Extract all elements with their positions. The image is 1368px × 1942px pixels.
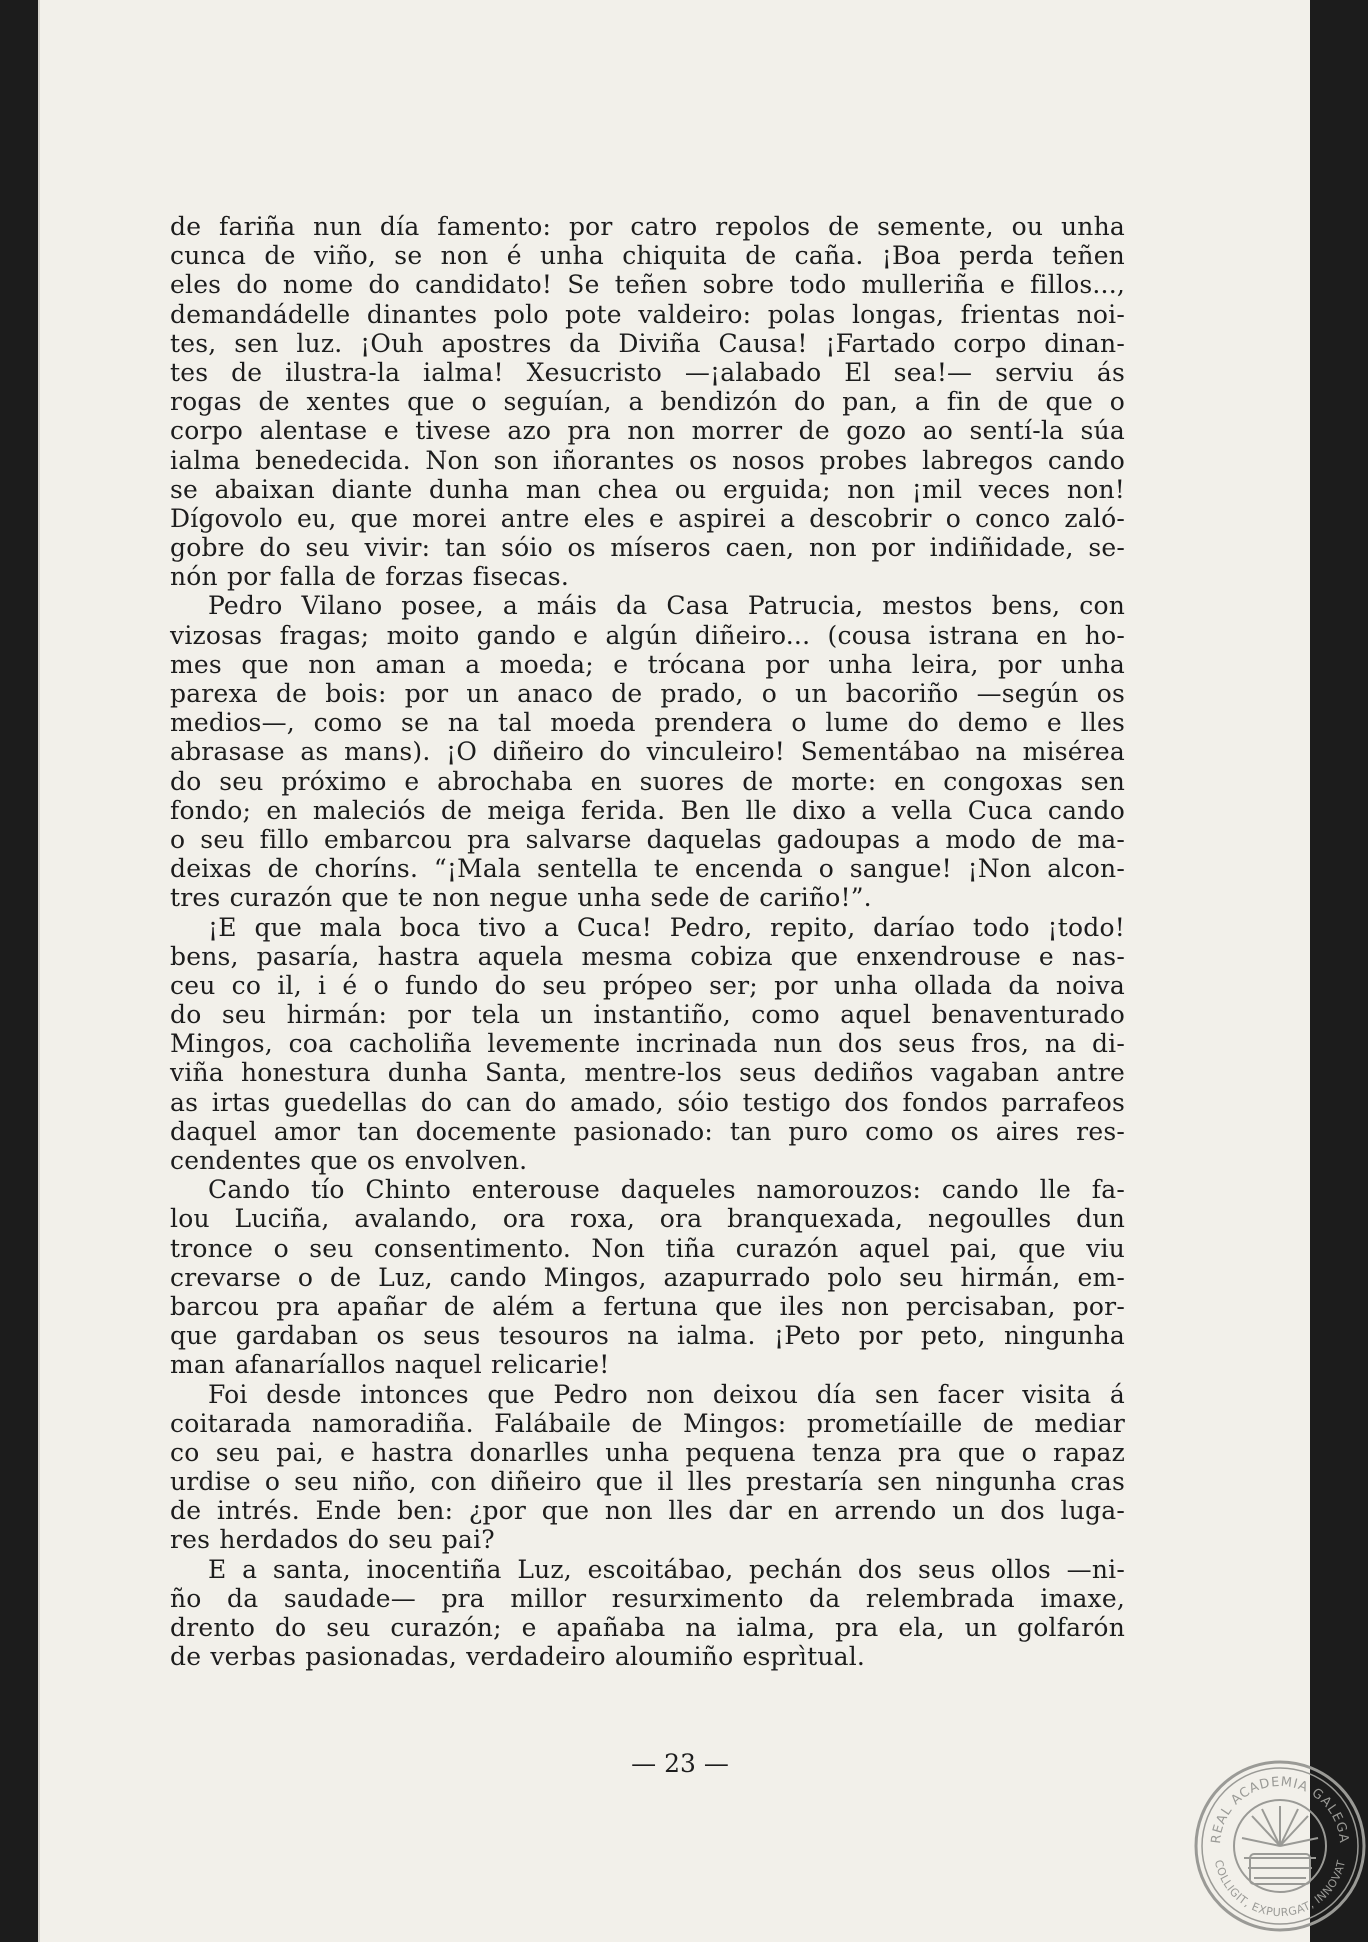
text-line: lou Luciña, avalando, ora roxa, ora branquexada, negoulles dun — [170, 1204, 1125, 1234]
text-line: cunca de viño, se non é unha chiquita de caña. ¡Boa perda teñen — [170, 241, 1125, 271]
text-line: de intrés. Ende ben: ¿por que non lles dar en arrendo un dos luga- — [170, 1496, 1125, 1526]
paragraph — [170, 1555, 1125, 1672]
paragraph — [170, 212, 1125, 591]
text-line: se abaixan diante dunha man chea ou erguida; non ¡mil veces non! — [170, 474, 1125, 504]
text-line: do seu hirmán: por tela un instantiño, como aquel benaventurado — [170, 1000, 1125, 1030]
text-line: de fariña nun día famento: por catro repolos de semente, ou unha — [170, 212, 1125, 241]
body-text — [170, 212, 1125, 1671]
text-line: de verbas pasionadas, verdadeiro aloumiño esprìtual. — [170, 1642, 866, 1672]
text-line: res herdados do seu pai? — [170, 1525, 495, 1555]
text-line: que gardaban os seus tesouros na ialma. ¡Peto por peto, ningunha — [170, 1321, 1125, 1351]
text-line: coitarada namoradiña. Falábaile de Mingos: prometíaille de mediar — [170, 1408, 1125, 1438]
text-line: crevarse o de Luz, cando Mingos, azapurrado polo seu hirmán, em- — [170, 1262, 1125, 1292]
text-line: ceu co il, i é o fundo do seu própeo ser; por unha ollada da noiva — [170, 970, 1125, 1000]
text-line: gobre do seu vivir: tan sóio os míseros caen, non por indiñidade, se- — [170, 533, 1125, 563]
text-line: man afanaríallos naquel relicarie! — [170, 1350, 610, 1380]
text-line: deixas de choríns. “¡Mala sentella te encenda o sangue! ¡Non alcon- — [170, 854, 1125, 884]
text-line: corpo alentase e tivese azo pra non morrer de gozo ao sentí-la súa — [170, 416, 1125, 446]
text-line: daquel amor tan docemente pasionado: tan puro como os aires res- — [170, 1116, 1125, 1146]
text-line: tronce o seu consentimento. Non tiña curazón aquel pai, que viu — [170, 1233, 1125, 1263]
text-line: Dígovolo eu, que morei antre eles e aspirei a descobrir o conco zaló- — [170, 503, 1125, 533]
paragraph — [170, 1175, 1125, 1379]
text-line: fondo; en maleciós de meiga ferida. Ben lle dixo a vella Cuca cando — [170, 795, 1125, 825]
text-line: mes que non aman a moeda; e trócana por unha leira, por unha — [170, 649, 1125, 679]
text-line: as irtas guedellas do can do amado, sóio testigo dos fondos parrafeos — [170, 1087, 1125, 1117]
text-line: o seu fillo embarcou pra salvarse daquelas gadoupas a modo de ma- — [170, 824, 1125, 854]
text-line: do seu próximo e abrochaba en suores de morte: en congoxas sen — [170, 766, 1125, 796]
text-line: viña honestura dunha Santa, mentre-los seus dediños vagaban antre — [170, 1058, 1125, 1088]
text-line: Mingos, coa cacholiña levemente incrinada nun dos seus fros, na di- — [170, 1029, 1125, 1059]
text-line: Pedro Vilano posee, a máis da Casa Patrucia, mestos bens, con — [208, 591, 1125, 621]
text-line: ño da saudade— pra millor resurximento da relembrada imaxe, — [170, 1583, 1125, 1613]
page-number: — 23 — — [631, 1749, 729, 1778]
text-line: ¡E que mala boca tivo a Cuca! Pedro, repito, daríao todo ¡todo! — [208, 912, 1125, 942]
seal-top-text: REAL ACADEMIA GALEGA — [1208, 1774, 1352, 1845]
text-line: nón por falla de forzas fisecas. — [170, 562, 569, 592]
paragraph — [170, 913, 1125, 1176]
text-line: urdise o seu niño, con diñeiro que il lles prestaría sen ningunha cras — [170, 1467, 1125, 1497]
text-line: barcou pra apañar de além a fertuna que iles non percisaban, por- — [170, 1291, 1125, 1321]
text-line: cendentes que os envolven. — [170, 1146, 528, 1175]
text-line: rogas de xentes que o seguían, a bendizón do pan, a fin de que o — [170, 387, 1125, 417]
text-line: Cando tío Chinto enterouse daqueles namorouzos: cando lle fa- — [208, 1175, 1125, 1205]
text-line: parexa de bois: por un anaco de prado, o un bacoriño —según os — [170, 679, 1125, 708]
text-line: abrasase as mans). ¡O diñeiro do vinculeiro! Sementábao na misérea — [170, 737, 1125, 767]
text-line: tes de ilustra-la ialma! Xesucristo —¡alabado El sea!— serviu ás — [170, 357, 1125, 387]
text-line: tres curazón que te non negue unha sede de cariño!”. — [170, 883, 872, 913]
text-line: demandádelle dinantes polo pote valdeiro: polas longas, frientas noi- — [170, 299, 1125, 329]
text-line: E a santa, inocentiña Luz, escoitábao, pechán dos seus ollos —ni- — [208, 1554, 1125, 1584]
text-line: co seu pai, e hastra donarlles unha pequena tenza pra que o rapaz — [170, 1437, 1125, 1467]
text-line: tes, sen luz. ¡Ouh apostres da Diviña Causa! ¡Fartado corpo dinan- — [170, 328, 1125, 358]
paragraph — [170, 591, 1125, 912]
book-page — [38, 0, 1352, 1942]
text-line: bens, pasaría, hastra aquela mesma cobiza que enxendrouse e nas- — [170, 941, 1125, 971]
text-line: Foi desde intonces que Pedro non deixou día sen facer visita á — [208, 1379, 1125, 1409]
text-line: medios—, como se na tal moeda prendera o lume do demo e lles — [170, 708, 1125, 738]
text-line: drento do seu curazón; e apañaba na ialma, pra ela, un golfarón — [170, 1613, 1125, 1642]
seal-bottom-text: COLLIGIT, EXPURGAT, INNOVAT — [1211, 1858, 1349, 1920]
paragraph — [170, 1380, 1125, 1555]
text-line: vizosas fragas; moito gando e algún diñeiro... (cousa istrana en ho- — [170, 620, 1125, 650]
text-line: eles do nome do candidato! Se teñen sobre todo mulleriña e fillos..., — [170, 270, 1125, 300]
academy-seal-stamp — [1192, 1758, 1368, 1934]
text-line: ialma benedecida. Non son iñorantes os nosos probes labregos cando — [170, 445, 1125, 475]
